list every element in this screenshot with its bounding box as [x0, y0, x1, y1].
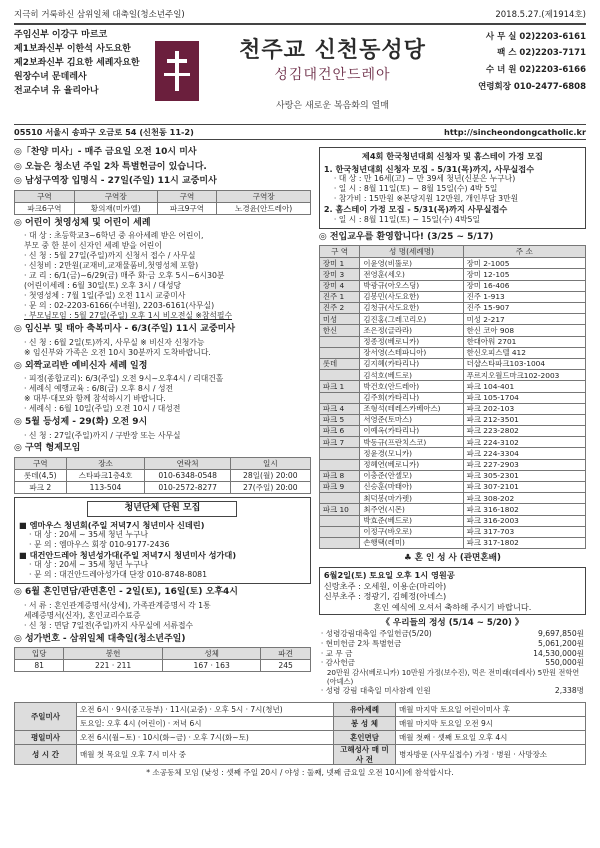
th: 파견 [261, 648, 310, 660]
address-cell: 파크 224-3102 [463, 437, 585, 448]
district-cell: 파크 5 [319, 414, 360, 425]
district-cell: 파크 8 [319, 470, 360, 481]
stat-value: 2,338명 [554, 686, 584, 696]
list-item: · 문 의 : 엠마우스 회장 010-9177-2436 [29, 539, 170, 549]
schedule-value: 매월 첫 목요일 오후 7시 미사 중 [77, 745, 334, 765]
table-row [319, 370, 585, 381]
district-cell: 장미 4 [319, 280, 360, 291]
name-cell: 성 명(세례명) [360, 246, 463, 258]
th: 연락처 [145, 458, 230, 470]
wedding-heading: ♣ 혼 인 성 사 (관면혼배) [403, 553, 501, 564]
stat-label: · 현미헌금 2차 특별헌금 [320, 638, 402, 648]
td: 010-6348-0548 [145, 470, 230, 482]
district-cell: 파크 6 [319, 426, 360, 437]
table-row [319, 448, 585, 459]
stat-value: 5,061,200원 [538, 638, 584, 648]
district-cell [319, 336, 360, 347]
table-header-row [319, 246, 585, 258]
clergy-list [14, 29, 149, 99]
table-row [319, 459, 585, 470]
td: 167 · 163 [162, 660, 261, 672]
notice-praise-mass: ◎「찬양 미사」- 매주 금요일 오전 10시 미사 [14, 147, 197, 158]
stat-row [319, 658, 586, 668]
list-item: ■ 엠마우스 청년회(주일 저녁7시 청년미사 신데린) [19, 519, 205, 530]
table-row [319, 470, 585, 481]
name-cell: 조은정(글라라) [360, 325, 463, 336]
clergy-sister-mission: 전교수녀 유 율리아나 [14, 85, 99, 96]
list-item: (어린이세례 : 6월 30일(토) 오후 3시 / 대성당 [24, 281, 182, 291]
schedule-value: 토요일: 오후 4시 (어린이) · 저녁 6시 [77, 717, 334, 731]
wedding-box [319, 567, 586, 615]
table-row [319, 526, 585, 537]
address-cell: 파크 317-703 [463, 526, 585, 537]
td: 스타파크1층4호 [66, 470, 145, 482]
table-row [319, 482, 585, 493]
notice-first-communion: ◎ 어린이 첫영성체 및 어린이 세례 [14, 217, 151, 228]
district-cell [319, 526, 360, 537]
schedule-table [14, 702, 586, 765]
address-cell: 장미 12-105 [463, 269, 585, 280]
name-cell: 최주연(시몬) [360, 504, 463, 515]
address-cell: 진주 15-907 [463, 303, 585, 314]
top-line [14, 10, 586, 25]
district-cell [319, 347, 360, 358]
stat-note: 20만원 감사(베로니카) 10만원 가정(보수진), 먹은 전미래(데레사) 5만원 전학연(아녜스) [326, 668, 580, 687]
address-cell: 파크 308-202 [463, 493, 585, 504]
offering-heading: 《 우리들의 정성 (5/14 ~ 5/20) 》 [381, 618, 524, 629]
list-item: · 첫영성체 : 7월 1일(주일) 오전 11시 교중미사 [24, 291, 186, 301]
welcome-table [319, 245, 586, 549]
stat-label: · 성령강림대축일 주일헌금(5/20) [320, 629, 432, 639]
name-cell: 장서영(스테파니아) [360, 347, 463, 358]
name-cell: 정혜연(베로니카) [360, 459, 463, 470]
table-row [319, 336, 585, 347]
th: 봉헌 [64, 648, 163, 660]
td: 113-504 [66, 482, 145, 494]
list-item: 부모 중 한 분이 신자인 세례 받을 어린이 [24, 241, 162, 251]
table-row [319, 493, 585, 504]
address-cell: 푸르지오월드마크102-2003 [463, 370, 585, 381]
district-cell: 장미 1 [319, 258, 360, 269]
list-item: 신랑초주 : 오세원, 이용순(마리아) [323, 580, 447, 591]
list-item: 혼인 예식에 오셔서 축하해 주시기 바랍니다. [373, 601, 532, 612]
address-cell: 파크 316-1802 [463, 504, 585, 515]
name-cell: 전영훈(세오) [360, 269, 463, 280]
wedding-date: 6월2일(토) 토요일 오후 1시 영원공 [323, 570, 455, 581]
name-cell: 김주희(카타리나) [360, 392, 463, 403]
table-row [319, 303, 585, 314]
stat-label: · 감사헌금 [320, 658, 356, 668]
list-item: · 신청비 : 2만원(교재비,교재물품비,첫영성체 포함) [24, 261, 199, 271]
td: 28일(월) 20:00 [230, 470, 310, 482]
schedule-label: 성 시 간 [15, 745, 77, 765]
stat-value: 14,530,000원 [533, 648, 584, 658]
list-item: · 대 상 : 만 16세(고) ~ 만 39세 청년(신분은 누구나) [333, 174, 516, 184]
district-cell: 장미 3 [319, 269, 360, 280]
name-cell: 박효준(베드로) [360, 515, 463, 526]
th: 구역장 [74, 190, 157, 202]
name-cell: 최덕봉(마가렛) [360, 493, 463, 504]
list-item: · 피정(종합교리): 6/3(주일) 오전 9시~오후4시 / 리대건홀 [24, 374, 224, 384]
slogan: 사랑은 새로운 복음화의 열매 [276, 100, 389, 111]
box-title: 제4회 한국청년대회 신청자 및 홈스테이 가정 모집 [361, 151, 543, 162]
left-column [14, 144, 311, 696]
th: 성체 [162, 648, 261, 660]
table-row [319, 515, 585, 526]
address-cell: 진주 1-913 [463, 291, 585, 302]
district-cell [319, 537, 360, 548]
address-cell: 더샵스타파크103-1004 [463, 358, 585, 369]
name-cell: 김석호(베드로) [360, 370, 463, 381]
td: 245 [261, 660, 310, 672]
address-cell: 장미 16-406 [463, 280, 585, 291]
th: 구역 [157, 190, 217, 202]
table-row [319, 258, 585, 269]
brand [205, 29, 460, 113]
contact-office: 사 무 실 02)2203-6161 [485, 31, 586, 42]
schedule-value: 병자방문 (사무실접수) 가정 · 병원 · 사망장소 [395, 745, 585, 765]
td: 010-2572-8277 [145, 482, 230, 494]
address-cell: 파크 224-3304 [463, 448, 585, 459]
list-item: · 교 리 : 6/1(금)~6/29(금) 매주 화·금 오후 5시~6시30분 [24, 271, 225, 281]
address-cell: 한신 코아 908 [463, 325, 585, 336]
district-cell: 구 역 [319, 246, 360, 258]
name-cell: 이정구(바오로) [360, 526, 463, 537]
th: 구역장 [217, 190, 310, 202]
schedule-label: 봉 성 체 [333, 717, 395, 731]
address-cell: 파크 307-2101 [463, 482, 585, 493]
district-cell: 파크 9 [319, 482, 360, 493]
name-cell: 김봉민(사도요한) [360, 291, 463, 302]
district-cell: 진주 2 [319, 303, 360, 314]
stat-label: · 교 무 금 [320, 648, 353, 658]
table-row [319, 280, 585, 291]
address-cell: 파크 223-2802 [463, 426, 585, 437]
schedule-value: 매월 첫째 · 셋째 토요일 오후 4시 [395, 731, 585, 745]
clergy-assistant-1: 제1보좌신부 이한석 사도요한 [14, 43, 131, 54]
youth-festival-box [319, 147, 586, 228]
th: 장소 [66, 458, 145, 470]
list-item: · 신 청 : 6월 2일(토)까지, 사무실 ※ 비신자 신청가능 [24, 337, 205, 347]
welcome-heading: ◎ 전입교우를 환영합니다! (3/25 ~ 5/17) [318, 231, 494, 242]
notice-lamp-offering: ◎ 5월 등성제 - 29(화) 오전 9시 [14, 417, 148, 427]
right-column [319, 144, 586, 696]
district-cell [319, 448, 360, 459]
list-item: ■ 대건안드레아 청년성가대(주일 저녁7시 청년미사 성가대) [19, 549, 237, 560]
list-item: · 문 의 : 대건안드레아성가대 단장 010-8748-8081 [29, 570, 208, 580]
list-item: · 일 시 : 8월 11일(토) ~ 15일(수) 4박5일 [333, 214, 480, 224]
cross-icon [160, 47, 194, 95]
leader-table [14, 190, 311, 215]
church-logo [155, 41, 199, 101]
stat-value: 550,000원 [545, 658, 584, 668]
list-item: 1. 한국청년대회 신청자 모집 - 5/31(목)까지, 사무실접수 [323, 163, 535, 174]
district-cell [319, 392, 360, 403]
schedule-label: 유아세례 [333, 703, 395, 717]
address-cell: 파크 105-1704 [463, 392, 585, 403]
meeting-table [14, 457, 311, 494]
schedule-value: 오전 6시(월~토) · 10시(화~금) · 오후 7시(화~토) [77, 731, 334, 745]
th: 입당 [15, 648, 64, 660]
stat-row [319, 639, 586, 649]
td: 황의재(미카엘) [74, 202, 157, 214]
notice-youth-sunday: ◎ 오늘은 청소년 주일 2차 특별헌금이 있습니다. [14, 161, 207, 172]
list-item: · 세례식 예행교육 : 6/8(금) 오후 8시 / 성전 [24, 384, 174, 394]
th: 일시 [230, 458, 310, 470]
table-row [319, 381, 585, 392]
td: 노경윤(안드레아) [217, 202, 310, 214]
list-item: · 신 청 : 면담 7일전(주일)까지 사무실에 서류접수 [24, 620, 194, 630]
address-cell: 파크 104-401 [463, 381, 585, 392]
list-item: ※ 대부·대모와 함께 참석하시기 바랍니다. [24, 394, 166, 404]
address-cell: 파크 305-2301 [463, 470, 585, 481]
clergy-assistant-2: 제2보좌신부 김요한 세례자요한 [14, 57, 140, 68]
list-item: · 세례식 : 6월 10일(주일) 오전 10시 / 대성전 [24, 404, 181, 414]
name-cell: 이예옥(카타리나) [360, 426, 463, 437]
contact-convent: 수 녀 원 02)2203-6166 [485, 65, 586, 75]
td: 221 · 211 [64, 660, 163, 672]
list-item: 세례증명서(신자), 혼인교리수료증 [24, 610, 141, 620]
district-cell: 롯데 [319, 358, 360, 369]
clergy-pastor: 주임신부 이강구 마르코 [14, 29, 108, 40]
table-row [319, 325, 585, 336]
name-cell: 정종정(베로니카) [360, 336, 463, 347]
td: 81 [15, 660, 64, 672]
feast-title: 지극히 거룩하신 삼위일체 대축일(청소년주일) [14, 10, 185, 20]
address-cell: 한대아워 2701 [463, 336, 585, 347]
th: 구역 [15, 458, 67, 470]
name-cell: 조형석(테레스카베아스) [360, 403, 463, 414]
name-cell: 박광규(아오스딩) [360, 280, 463, 291]
district-cell: 파크 10 [319, 504, 360, 515]
district-cell: 파크 1 [319, 381, 360, 392]
list-item: · 문 의 : 02-2203-6166(수녀원), 2203-6161(사무실) [24, 301, 215, 311]
table-row [319, 437, 585, 448]
td: 파크6구역 [15, 202, 75, 214]
stat-value: 9,697,850원 [538, 629, 584, 639]
stat-row [319, 629, 586, 639]
td: 27(주일) 20:00 [230, 482, 310, 494]
address-cell: 파크 227-2903 [463, 459, 585, 470]
schedule-value: 매월 마지막 토요일 어린이미사 후 [395, 703, 585, 717]
church-name: 천주교 신천동성당 [239, 37, 426, 63]
name-cell: 김청규(사도요한) [360, 303, 463, 314]
address-cell: 파크 316-2003 [463, 515, 585, 526]
name-cell: 신승훈(마태아) [360, 482, 463, 493]
name-cell: 이충준(안셀모) [360, 470, 463, 481]
website-link[interactable]: http://sincheondongcatholic.kr [444, 126, 586, 137]
box-title: 청년단체 단원 모집 [87, 501, 237, 517]
table-row [319, 414, 585, 425]
table-row [319, 403, 585, 414]
list-item: · 참가비 : 15만원 ※본당지원 12만원, 개인부담 3만원 [333, 194, 519, 204]
clergy-sister-superior: 원장수녀 문데레사 [14, 71, 87, 82]
address-cell: 파크 212-3501 [463, 414, 585, 425]
table-row [319, 347, 585, 358]
name-cell: 정윤경(모니카) [360, 448, 463, 459]
list-item: · 일 시 : 8월 11일(토) ~ 8월 15일(수) 4박 5일 [333, 184, 498, 194]
district-cell [319, 515, 360, 526]
notice-catechumen-baptism: ◎ 외짝교리반 예비신자 세례 일정 [14, 360, 148, 371]
hymn-table [14, 647, 311, 672]
notice-pregnancy-blessing: ◎ 임신부 및 태아 축복미사 - 6/3(주일) 11시 교중미사 [14, 324, 236, 335]
district-cell: 파크 7 [319, 437, 360, 448]
td: 롯데(4,5) [15, 470, 67, 482]
name-cell: 박건호(안드레아) [360, 381, 463, 392]
address-cell: 파크 202-103 [463, 403, 585, 414]
address: 05510 서울시 송파구 오금로 54 (신천동 11-2) [14, 126, 194, 137]
church-patron: 성김대건안드레아 [274, 67, 391, 84]
list-item: · 부모님모임 : 5월 27일(주일) 오후 1시 비오전실 ※참석필수 [24, 311, 233, 321]
name-cell: 김지혜(카타리나) [360, 358, 463, 369]
schedule-label: 혼인면담 [333, 731, 395, 745]
notice-brothers-meeting: ◎ 구역 형제모임 [14, 443, 81, 454]
table-row [319, 358, 585, 369]
contacts [466, 29, 586, 95]
district-cell [319, 493, 360, 504]
name-cell: 김진홍(그레고리오) [360, 314, 463, 325]
table-row [319, 392, 585, 403]
list-item: 2. 홈스테이 가정 모집 - 5/31(목)까지 사무실접수 [323, 204, 508, 215]
stat-row [319, 649, 586, 659]
address-cell: 주 소 [463, 246, 585, 258]
table-row [319, 426, 585, 437]
district-cell [319, 459, 360, 470]
address-bar [14, 125, 586, 141]
address-cell: 한신오피스텔 412 [463, 347, 585, 358]
masthead [14, 25, 586, 125]
td: 파크 2 [15, 482, 67, 494]
youth-recruit-box [14, 497, 311, 584]
stat-label: · 성령 강림 대축일 미사참례 인원 [320, 686, 431, 696]
list-item: · 신 청 : 5월 27일(주일)까지 신청서 접수 / 사무실 [24, 251, 196, 261]
notice-hymn-numbers: ◎ 성가번호 - 삼위일체 대축일(청소년주일) [14, 633, 186, 644]
td: 파크9구역 [157, 202, 217, 214]
name-cell: 박동규(프란치스코) [360, 437, 463, 448]
list-item: · 신 청 : 27일(주일)까지 / 구반장 또는 사무실 [24, 430, 181, 440]
name-cell: 손행택(레미) [360, 537, 463, 548]
name-cell: 이윤영(비뚤로) [360, 258, 463, 269]
table-row [319, 537, 585, 548]
table-row [319, 504, 585, 515]
notice-leader-install: ◎ 남성구역장 입명식 - 27일(주일) 11시 교중미사 [14, 176, 217, 187]
schedule-label: 평일미사 [15, 731, 77, 745]
schedule-value: 매월 마지막 토요일 오전 9시 [395, 717, 585, 731]
name-cell: 서영준(토마스) [360, 414, 463, 425]
stat-row [319, 686, 586, 696]
issue-number: 2018.5.27.(제1914호) [495, 10, 586, 20]
district-cell: 미성 [319, 314, 360, 325]
address-cell: 미성 2-217 [463, 314, 585, 325]
list-item: · 대 상 : 20세 ~ 35세 청년 누구나 [29, 530, 149, 540]
notice-marriage-interview: ◎ 6월 혼인면담/관면혼인 - 2일(토), 16일(토) 오후4시 [14, 587, 238, 598]
schedule-label: 고해성사 매 미사 전 [333, 745, 395, 765]
schedule-label: 주일미사 [15, 703, 77, 731]
list-item: ※ 임신부와 가족은 오전 10시 30분까지 도착바랍니다. [24, 347, 211, 357]
table-row [319, 291, 585, 302]
district-cell: 한신 [319, 325, 360, 336]
list-item: · 대 상 : 초등학교3~6학년 중 유아세례 받은 어린이, [24, 231, 204, 241]
th: 구역 [15, 190, 75, 202]
address-cell: 파크 317-1802 [463, 537, 585, 548]
list-item: · 서 류 : 혼인관계증명서(상세), 가족관계증명서 각 1통 [24, 600, 211, 610]
schedule-value: 오전 6시 · 9시(중고등부) · 11시(교중) · 오후 5시 · 7시(청년) [77, 703, 334, 717]
contact-funeral: 연령회장 010-2477-6808 [478, 81, 586, 92]
list-item: · 대 상 : 20세 ~ 35세 청년 누구나 [29, 560, 149, 570]
list-item: 신부초주 : 정광기, 김혜정(아녜스) [323, 591, 447, 602]
address-cell: 장미 2-1005 [463, 258, 585, 269]
district-cell: 파크 4 [319, 403, 360, 414]
small-community-note: * 소공동체 모임 (낮성 : 셋째 주일 20시 / 야성 : 둘째, 넷째 금요일 오전 10시)에 참석합시다. [146, 768, 454, 778]
table-row [319, 314, 585, 325]
district-cell [319, 370, 360, 381]
contact-fax: 팩 스 02)2203-7171 [497, 48, 586, 59]
district-cell: 진주 1 [319, 291, 360, 302]
table-row [319, 269, 585, 280]
